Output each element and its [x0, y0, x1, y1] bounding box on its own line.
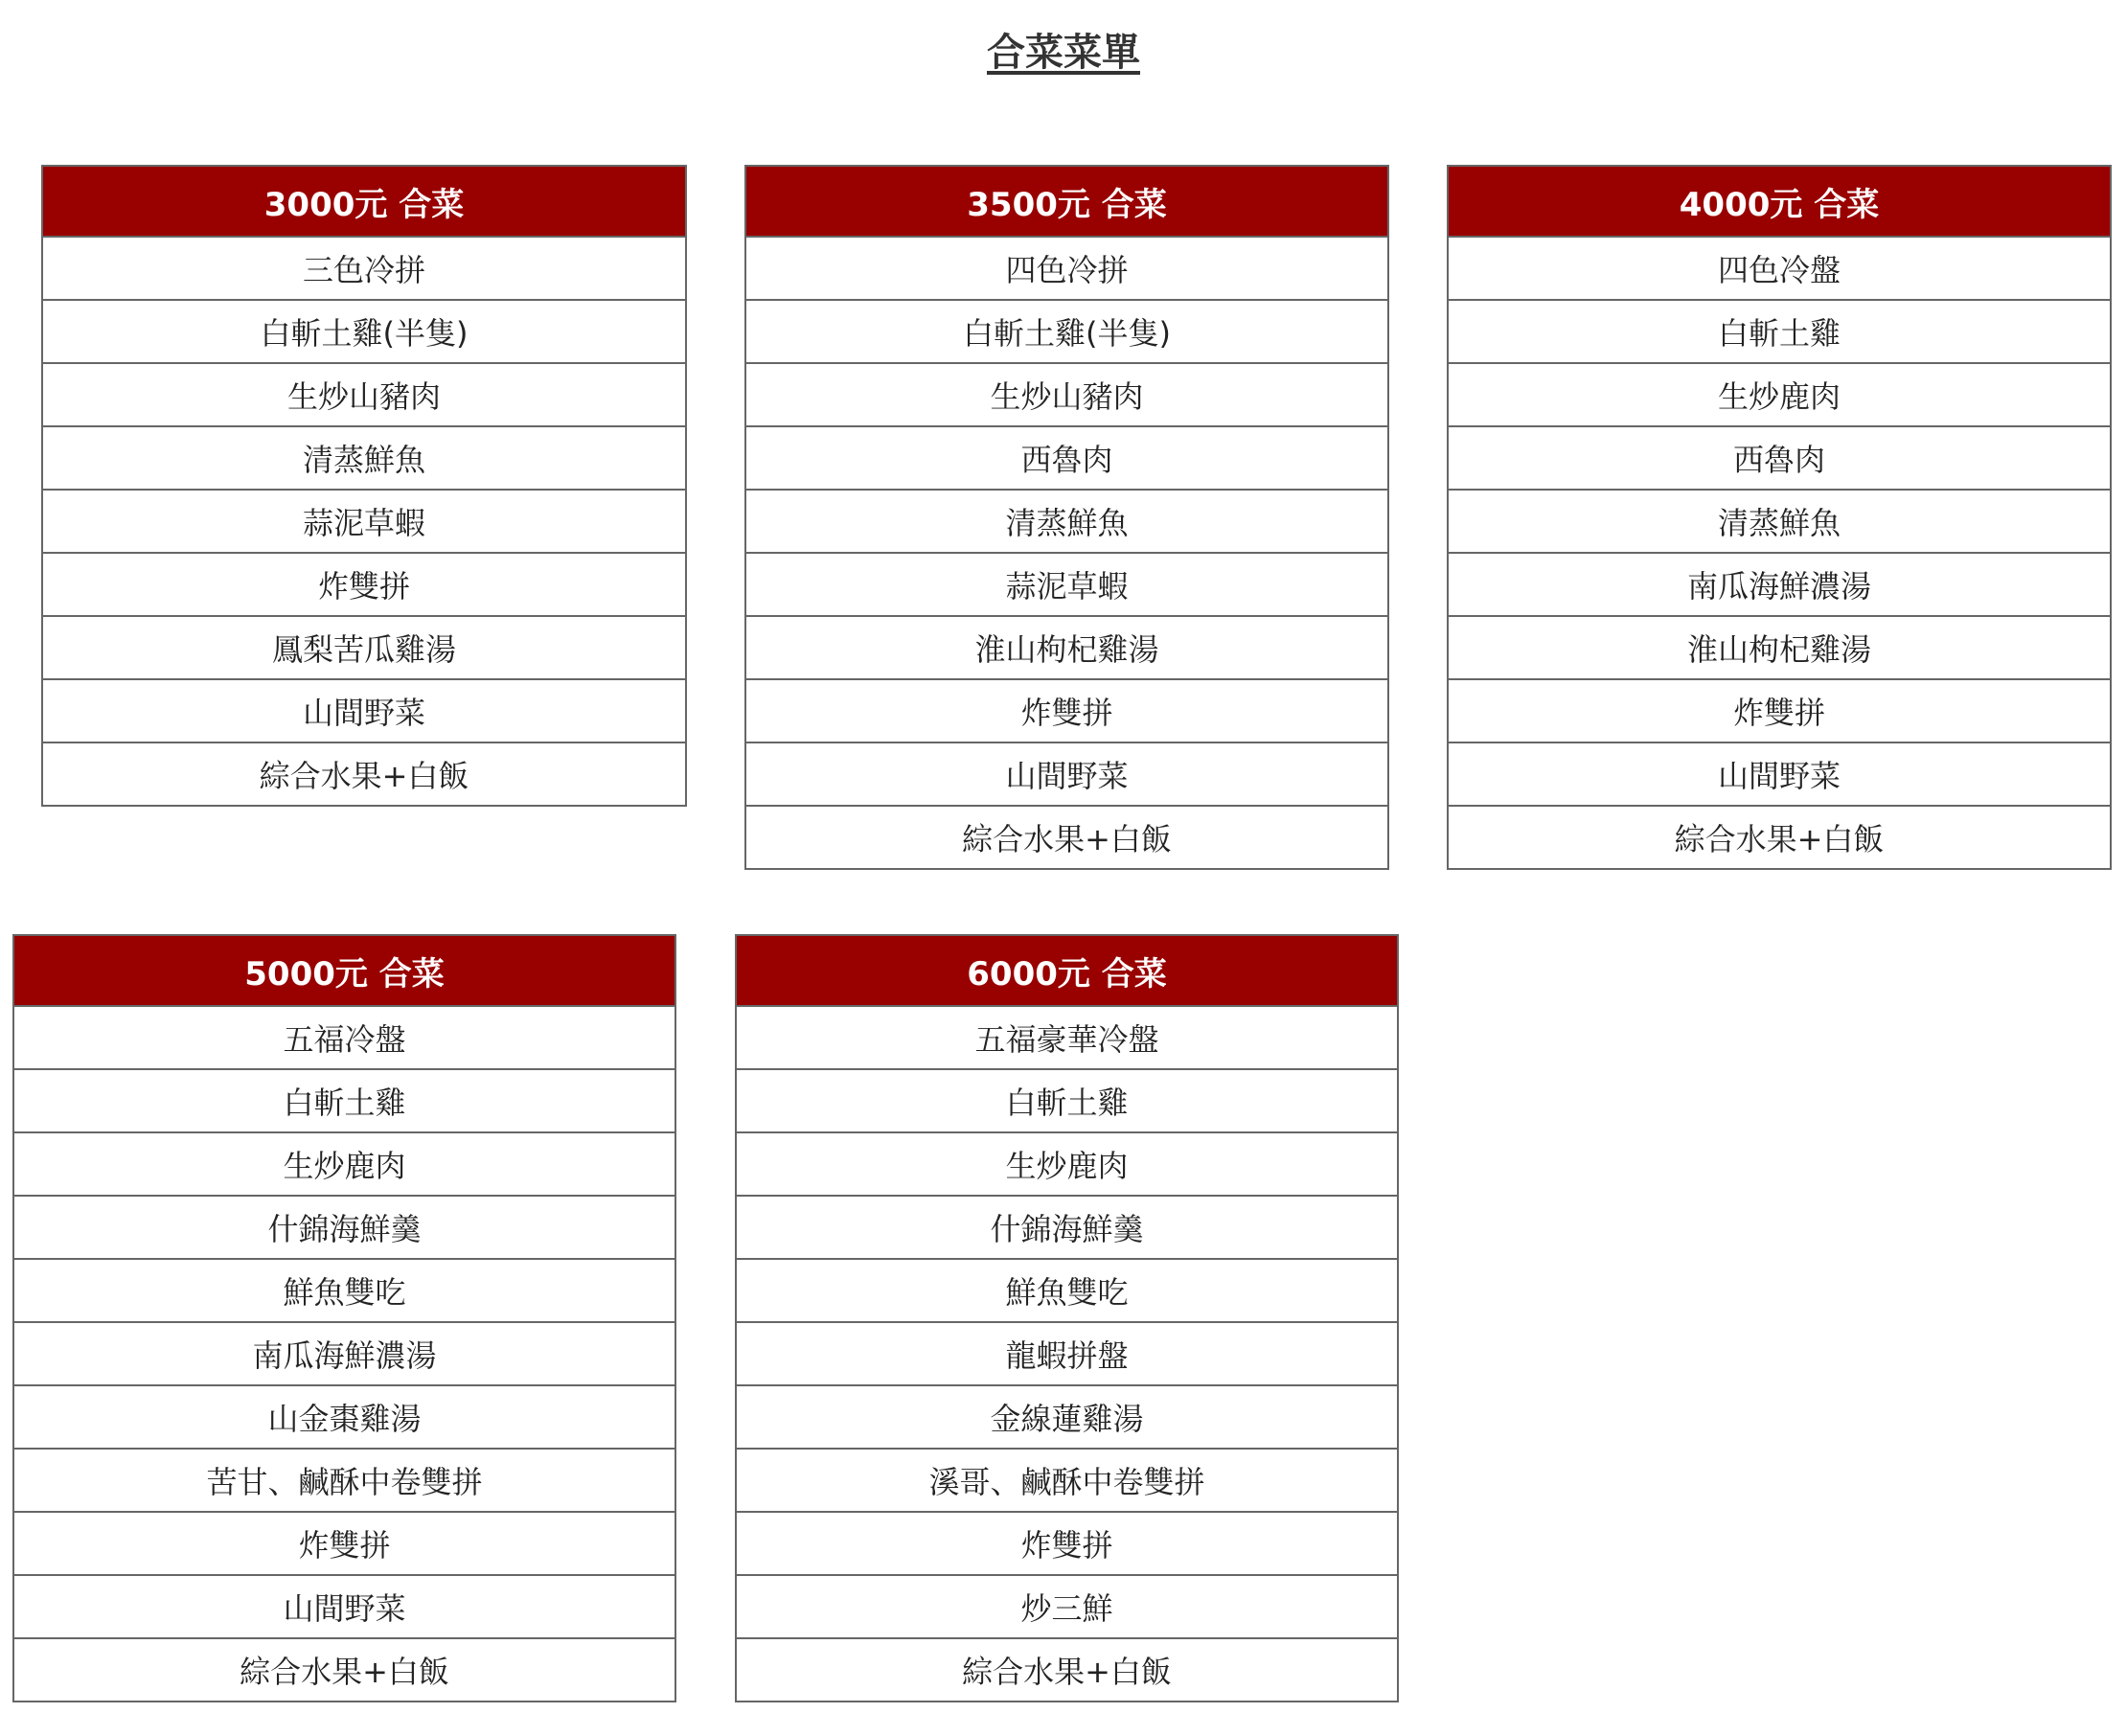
dish-name: 淮山枸杞雞湯: [745, 616, 1388, 679]
menu-row: [745, 490, 1388, 553]
menu-title: 3500元 合菜: [745, 166, 1388, 237]
menu-row: [736, 1196, 1398, 1259]
menu-row: [42, 363, 686, 426]
dish-name: 生炒山豬肉: [42, 363, 686, 426]
menu-row: [745, 679, 1388, 742]
menu-row: [13, 1512, 675, 1575]
menu-header-row: [13, 935, 675, 1006]
menu-title: 6000元 合菜: [736, 935, 1398, 1006]
menu-row: [42, 553, 686, 616]
menu-table-4000: [1447, 165, 2112, 870]
menu-title: 3000元 合菜: [42, 166, 686, 237]
menu-row: [736, 1575, 1398, 1638]
menu-row: [42, 237, 686, 300]
menu-row: [745, 237, 1388, 300]
dish-name: 綜合水果+白飯: [736, 1638, 1398, 1702]
menu-row: [745, 363, 1388, 426]
menu-row: [1448, 553, 2111, 616]
menu-title: 4000元 合菜: [1448, 166, 2111, 237]
dish-name: 生炒鹿肉: [13, 1132, 675, 1196]
menu-row: [42, 490, 686, 553]
dish-name: 四色冷盤: [1448, 237, 2111, 300]
dish-name: 鮮魚雙吃: [736, 1259, 1398, 1322]
dish-name: 南瓜海鮮濃湯: [13, 1322, 675, 1385]
menu-row: [1448, 806, 2111, 869]
menu-row: [736, 1385, 1398, 1449]
menu-row: [13, 1259, 675, 1322]
menu-row: [13, 1638, 675, 1702]
dish-name: 西魯肉: [1448, 426, 2111, 490]
menu-row: [1448, 616, 2111, 679]
dish-name: 白斬土雞(半隻): [745, 300, 1388, 363]
dish-name: 鮮魚雙吃: [13, 1259, 675, 1322]
menu-row: [13, 1196, 675, 1259]
menu-row: [745, 806, 1388, 869]
menu-row: [13, 1575, 675, 1638]
dish-name: 炸雙拼: [1448, 679, 2111, 742]
menu-row: [1448, 426, 2111, 490]
dish-name: 西魯肉: [745, 426, 1388, 490]
dish-name: 龍蝦拼盤: [736, 1322, 1398, 1385]
menu-row: [1448, 742, 2111, 806]
menu-header-row: [736, 935, 1398, 1006]
dish-name: 溪哥、鹹酥中卷雙拼: [736, 1449, 1398, 1512]
dish-name: 蒜泥草蝦: [745, 553, 1388, 616]
menu-row: [745, 426, 1388, 490]
dish-name: 什錦海鮮羹: [13, 1196, 675, 1259]
menu-header-row: [745, 166, 1388, 237]
menu-table-6000: [735, 934, 1399, 1702]
dish-name: 綜合水果+白飯: [42, 742, 686, 806]
dish-name: 生炒鹿肉: [1448, 363, 2111, 426]
dish-name: 生炒鹿肉: [736, 1132, 1398, 1196]
dish-name: 蒜泥草蝦: [42, 490, 686, 553]
dish-name: 山間野菜: [1448, 742, 2111, 806]
dish-name: 炒三鮮: [736, 1575, 1398, 1638]
menu-row: [736, 1069, 1398, 1132]
menu-items: [1448, 237, 2111, 869]
menu-row: [13, 1322, 675, 1385]
menu-row: [745, 300, 1388, 363]
menu-row: [736, 1132, 1398, 1196]
menu-items: [42, 237, 686, 806]
dish-name: 金線蓮雞湯: [736, 1385, 1398, 1449]
dish-name: 三色冷拼: [42, 237, 686, 300]
dish-name: 白斬土雞(半隻): [42, 300, 686, 363]
menu-row: [13, 1449, 675, 1512]
menu-row: [42, 616, 686, 679]
menu-row: [42, 300, 686, 363]
menu-row: [736, 1638, 1398, 1702]
menu-items: [13, 1006, 675, 1702]
menu-row: [745, 553, 1388, 616]
dish-name: 清蒸鮮魚: [1448, 490, 2111, 553]
menu-row: [1448, 237, 2111, 300]
dish-name: 鳳梨苦瓜雞湯: [42, 616, 686, 679]
dish-name: 清蒸鮮魚: [42, 426, 686, 490]
menu-row: [13, 1006, 675, 1069]
dish-name: 南瓜海鮮濃湯: [1448, 553, 2111, 616]
dish-name: 綜合水果+白飯: [1448, 806, 2111, 869]
dish-name: 五福冷盤: [13, 1006, 675, 1069]
menu-row: [745, 742, 1388, 806]
menu-items: [745, 237, 1388, 869]
dish-name: 四色冷拼: [745, 237, 1388, 300]
menu-row: [736, 1259, 1398, 1322]
dish-name: 苦甘、鹹酥中卷雙拼: [13, 1449, 675, 1512]
dish-name: 白斬土雞: [13, 1069, 675, 1132]
menu-table-3000: [41, 165, 687, 807]
dish-name: 綜合水果+白飯: [13, 1638, 675, 1702]
menu-header-row: [42, 166, 686, 237]
menu-table-3500: [744, 165, 1389, 870]
dish-name: 炸雙拼: [13, 1512, 675, 1575]
dish-name: 炸雙拼: [736, 1512, 1398, 1575]
menu-row: [1448, 490, 2111, 553]
dish-name: 山間野菜: [13, 1575, 675, 1638]
menu-row: [736, 1322, 1398, 1385]
page-title: 合菜菜單: [987, 31, 1140, 75]
menu-row: [1448, 300, 2111, 363]
menu-row: [736, 1449, 1398, 1512]
dish-name: 清蒸鮮魚: [745, 490, 1388, 553]
menu-row: [13, 1385, 675, 1449]
dish-name: 山間野菜: [745, 742, 1388, 806]
menu-header-row: [1448, 166, 2111, 237]
menu-row: [42, 742, 686, 806]
dish-name: 淮山枸杞雞湯: [1448, 616, 2111, 679]
dish-name: 炸雙拼: [42, 553, 686, 616]
menu-row: [42, 679, 686, 742]
dish-name: 山間野菜: [42, 679, 686, 742]
dish-name: 白斬土雞: [736, 1069, 1398, 1132]
dish-name: 炸雙拼: [745, 679, 1388, 742]
dish-name: 生炒山豬肉: [745, 363, 1388, 426]
menu-title: 5000元 合菜: [13, 935, 675, 1006]
dish-name: 白斬土雞: [1448, 300, 2111, 363]
dish-name: 什錦海鮮羹: [736, 1196, 1398, 1259]
menu-row: [42, 426, 686, 490]
dish-name: 綜合水果+白飯: [745, 806, 1388, 869]
menu-row: [1448, 363, 2111, 426]
menu-table-5000: [12, 934, 676, 1702]
dish-name: 山金棗雞湯: [13, 1385, 675, 1449]
menu-row: [736, 1512, 1398, 1575]
menu-items: [736, 1006, 1398, 1702]
menu-row: [745, 616, 1388, 679]
menu-row: [13, 1069, 675, 1132]
menu-row: [13, 1132, 675, 1196]
dish-name: 五福豪華冷盤: [736, 1006, 1398, 1069]
menu-row: [1448, 679, 2111, 742]
menu-row: [736, 1006, 1398, 1069]
